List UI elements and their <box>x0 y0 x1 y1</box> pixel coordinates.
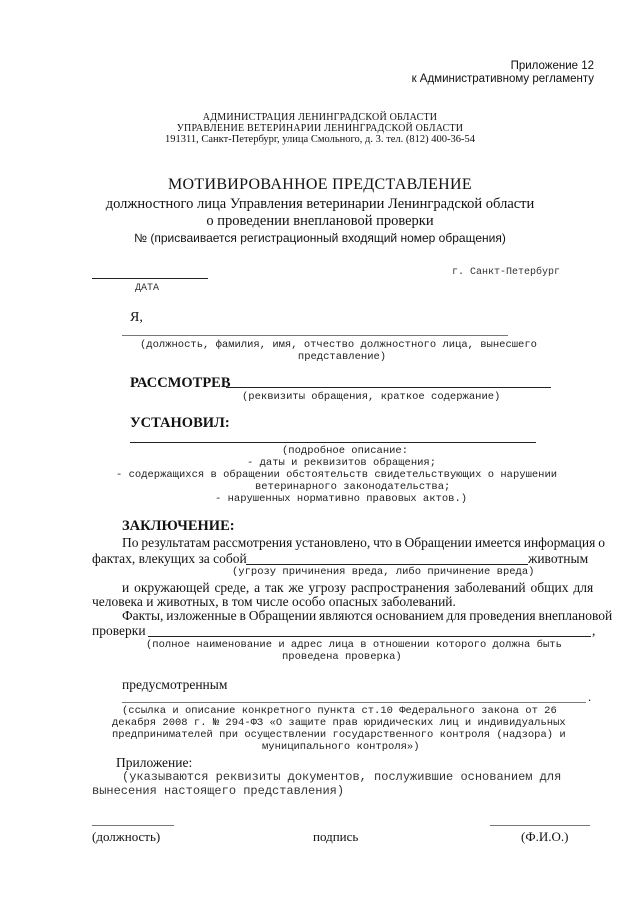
document-number: № (присваивается регистрационный входящий номер обращения) <box>134 231 506 245</box>
org-department: УПРАВЛЕНИЕ ВЕТЕРИНАРИИ ЛЕНИНГРАДСКОЙ ОБЛАСТИ <box>176 123 464 134</box>
attachment-label: Приложение: <box>116 755 193 770</box>
date-label: ДАТА <box>135 283 160 294</box>
conclusion-p3-line2-start: проверки <box>92 623 146 638</box>
established-hint-3: - содержащихся в обращении обстоятельств свидетельствующих о нарушении <box>116 469 558 481</box>
conclusion-p3-line2-end: , <box>592 623 596 638</box>
established-hint-5: - нарушенных нормативно правовых актов.) <box>215 493 468 505</box>
established-hint-1: (подробное описание: <box>282 445 409 457</box>
attachment-hint-1: (указываются реквизиты документов, послужившие основанием для <box>122 770 562 784</box>
reviewed-line <box>226 387 551 388</box>
conclusion-label: ЗАКЛЮЧЕНИЕ: <box>122 518 235 534</box>
conclusion-p3-line1: Факты, изложенные в Обращении являются основанием для проведения внеплановой <box>122 608 613 623</box>
provided-hint-3: предпринимателей при осуществлении государственного контроля (надзора) и <box>112 729 566 741</box>
conclusion-harm-line <box>246 564 528 565</box>
provided-hint-2: декабря 2008 г. № 294-ФЗ «О защите прав юридических лиц и индивидуальных <box>112 717 566 729</box>
document-title: МОТИВИРОВАННОЕ ПРЕДСТАВЛЕНИЕ <box>168 176 472 193</box>
city-label: г. Санкт-Петербург <box>452 267 561 278</box>
conclusion-p2-line2: человека и животных, в том числе особо опасных заболеваний. <box>92 594 456 609</box>
reviewed-label: РАССМОТРЕВ <box>130 375 231 391</box>
official-hint-1: (должность, фамилия, имя, отчество должностного лица, вынесшего <box>140 339 537 351</box>
established-hint-2: - даты и реквизитов обращения; <box>247 457 437 469</box>
date-line <box>92 278 208 279</box>
conclusion-harm-hint: (угрозу причинения вреда, либо причинение вреда) <box>232 566 535 578</box>
official-hint-2: представление) <box>297 351 387 363</box>
signature-position: (должность) <box>92 829 161 844</box>
document-subject: о проведении внеплановой проверки <box>206 213 434 229</box>
provided-label: предусмотренным <box>122 677 228 692</box>
position-line <box>92 825 174 826</box>
conclusion-p1-line1: По результатам рассмотрения установлено, что в Обращении имеется информация о <box>122 535 605 550</box>
conclusion-subject-hint-2: проведена проверка) <box>282 651 402 663</box>
official-prefix: Я, <box>130 310 143 325</box>
appendix-regulation: к Административному регламенту <box>411 73 594 85</box>
conclusion-p2-line1: и окружающей среде, а так же угрозу распространения заболеваний общих для <box>122 580 594 595</box>
conclusion-subject-hint-1: (полное наименование и адрес лица в отношении которого должна быть <box>146 639 562 651</box>
reviewed-hint: (реквизиты обращения, краткое содержание) <box>242 391 501 403</box>
provided-line <box>122 702 586 703</box>
signature-name: (Ф.И.О.) <box>521 829 569 844</box>
conclusion-p1-line2-end: животным <box>528 551 589 566</box>
established-label: УСТАНОВИЛ: <box>130 415 230 431</box>
attachment-hint-2: вынесения настоящего представления) <box>92 784 345 798</box>
appendix-number: Приложение 12 <box>510 60 594 72</box>
document-subtitle: должностного лица Управления ветеринарии Ленинградской области <box>105 196 535 212</box>
established-hint-4: ветеринарного законодательства; <box>255 481 451 493</box>
official-line <box>122 335 508 336</box>
org-address: 191311, Санкт-Петербург, улица Смольного, д. 3. тел. (812) 400-36-54 <box>165 134 475 145</box>
signature-sign: подпись <box>313 829 359 844</box>
established-line <box>130 442 536 443</box>
org-name: АДМИНИСТРАЦИЯ ЛЕНИНГРАДСКОЙ ОБЛАСТИ <box>202 112 438 123</box>
provided-hint-4: муниципального контроля») <box>262 741 420 753</box>
conclusion-p1-line2-start: фактах, влекущих за собой <box>92 551 247 566</box>
provided-hint-1: (ссылка и описание конкретного пункта ст.10 Федерального закона от 26 <box>122 705 557 717</box>
name-line <box>490 825 590 826</box>
provided-end: . <box>588 689 592 704</box>
conclusion-subject-line <box>148 636 591 637</box>
